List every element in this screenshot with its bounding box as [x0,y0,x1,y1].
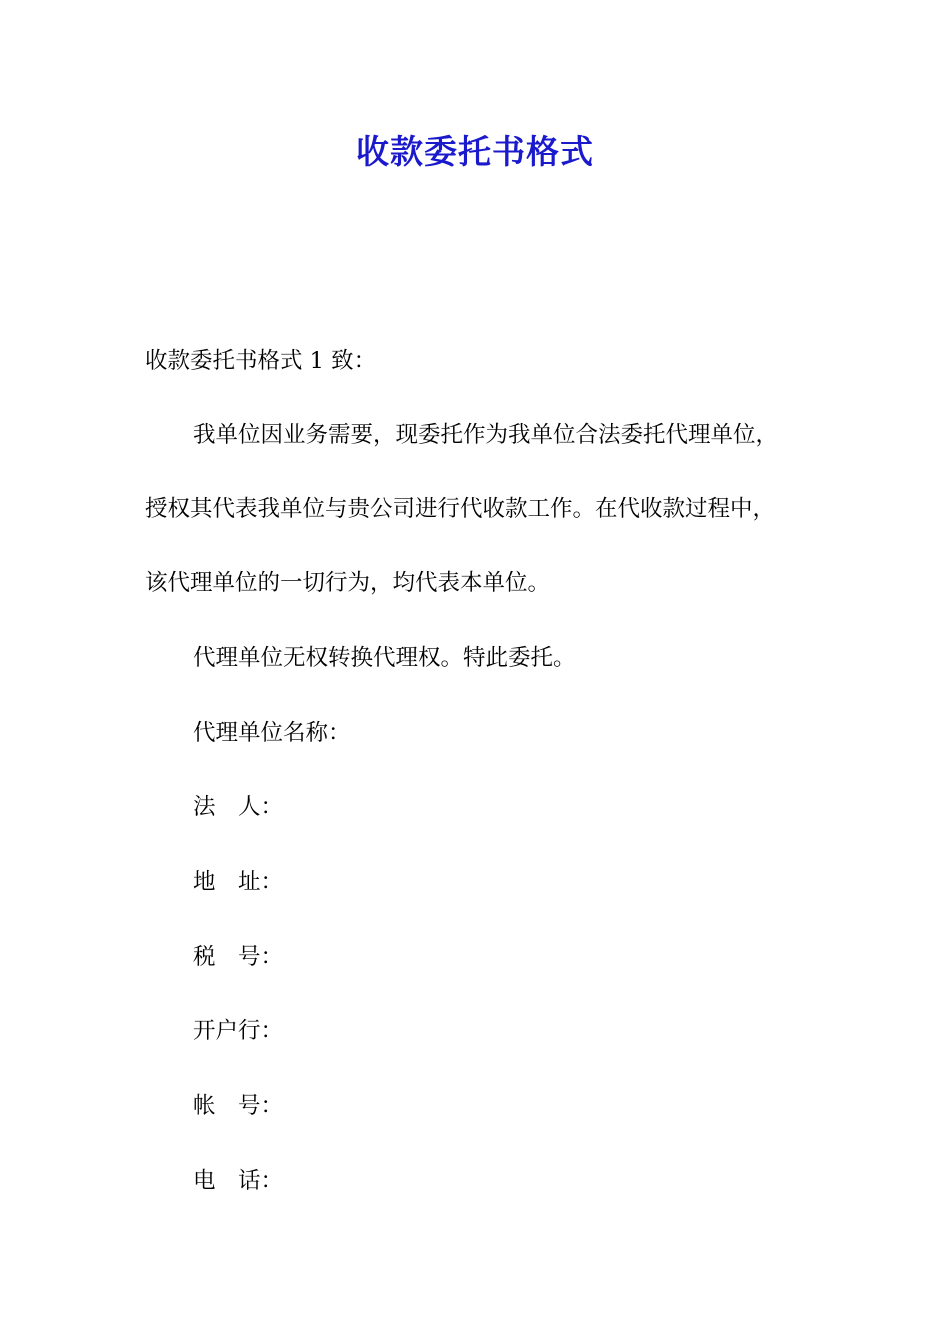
field-agent-name: 代理单位名称： [193,720,351,746]
field-address: 地 址： [193,869,284,895]
greeting-line: 收款委托书格式 1 致： [145,348,377,374]
paragraph-1-line-1: 我单位因业务需要，现委托作为我单位合法委托代理单位， [193,422,779,448]
field-account: 帐 号： [193,1093,284,1119]
field-bank: 开户行： [193,1018,284,1044]
paragraph-2: 代理单位无权转换代理权。特此委托。 [193,645,576,671]
field-legal-person: 法 人： [193,794,284,820]
paragraph-1-line-2: 授权其代表我单位与贵公司进行代收款工作。在代收款过程中， [145,496,776,522]
paragraph-1-line-3: 该代理单位的一切行为，均代表本单位。 [145,570,551,596]
field-phone: 电 话： [193,1168,284,1194]
field-tax-number: 税 号： [193,944,284,970]
document-title: 收款委托书格式 [356,132,594,171]
